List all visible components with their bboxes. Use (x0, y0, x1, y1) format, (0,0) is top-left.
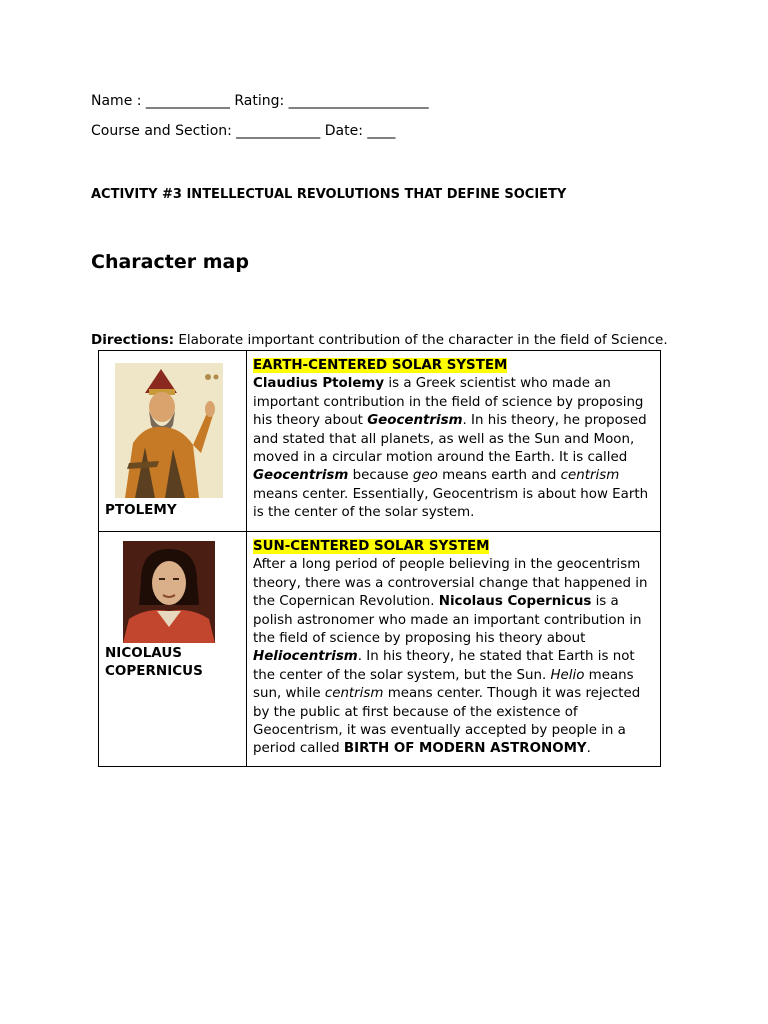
geo-term: geo (412, 468, 438, 484)
heliocentrism-term: Heliocentrism (253, 649, 358, 665)
ptolemy-text: is a Greek scientist who made an important contribution in the field of science by proposing his theory about (253, 376, 644, 429)
ptolemy-text: means center. Essentially, Geocentrism is about how Earth is the center of the solar system. (253, 486, 649, 521)
name-rating-line: Name : ____________ Rating: ____________________ (91, 93, 429, 109)
helio-term: Helio (550, 667, 585, 683)
directions-label: Directions: (91, 332, 175, 348)
course-date-line: Course and Section: ____________ Date: ____ (91, 123, 396, 139)
ptolemy-text: because (348, 468, 413, 484)
directions-text: Elaborate important contribution of the character in the field of Science. (174, 332, 668, 348)
ptolemy-portrait (115, 363, 223, 498)
ptolemy-text: . In his theory, he proposed and stated that all planets, as well as the Sun and Moon, moved in a circular motion around the Earth. It is called (253, 413, 647, 466)
page-title: Character map (91, 251, 249, 273)
copernicus-text: . In his theory, he stated that Earth is not the center of the solar system, but the Sun. (253, 649, 635, 683)
ptolemy-text: means earth and (437, 468, 561, 484)
centrism-term: centrism (560, 468, 620, 484)
copernicus-last-name: COPERNICUS (105, 663, 203, 679)
copernicus-text: means sun, while (253, 667, 634, 702)
copernicus-text: means center. Though it was rejected by the public at first because of the existence of Geocentrism, it was eventually accepted by people in a period called (253, 686, 641, 757)
geocentrism-term: Geocentrism (367, 413, 463, 429)
copernicus-first-name: NICOLAUS (105, 645, 183, 661)
copernicus-text: is a polish astronomer who made an important contribution in the field of science by proposing his theory about (253, 594, 642, 647)
table-row (99, 532, 661, 767)
birth-of-modern-astronomy: BIRTH OF MODERN ASTRONOMY (343, 741, 587, 757)
ptolemy-name-bold: Claudius Ptolemy (253, 376, 385, 392)
centrism-term: centrism (324, 686, 384, 702)
character-cell-ptolemy (99, 351, 247, 532)
copernicus-text: After a long period of people believing in the geocentrism theory, there was a controversial change that happened in the Copernican Revolution. (253, 557, 648, 610)
character-description-copernicus (247, 532, 661, 767)
character-cell-copernicus (99, 532, 247, 767)
directions (91, 332, 668, 348)
copernicus-portrait (123, 541, 215, 643)
section-title-sun-centered: SUN-CENTERED SOLAR SYSTEM (253, 539, 490, 554)
table-row (99, 351, 661, 532)
character-description-ptolemy (247, 351, 661, 532)
character-name-copernicus (105, 644, 203, 680)
section-title-earth-centered: EARTH-CENTERED SOLAR SYSTEM (253, 358, 508, 373)
character-name-ptolemy: PTOLEMY (105, 502, 177, 518)
copernicus-name-bold: Nicolaus Copernicus (438, 594, 592, 610)
character-map-table (98, 350, 661, 767)
copernicus-text: . (586, 741, 591, 757)
geocentrism-term: Geocentrism (253, 468, 349, 484)
activity-title: ACTIVITY #3 INTELLECTUAL REVOLUTIONS THAT DEFINE SOCIETY (91, 187, 567, 202)
